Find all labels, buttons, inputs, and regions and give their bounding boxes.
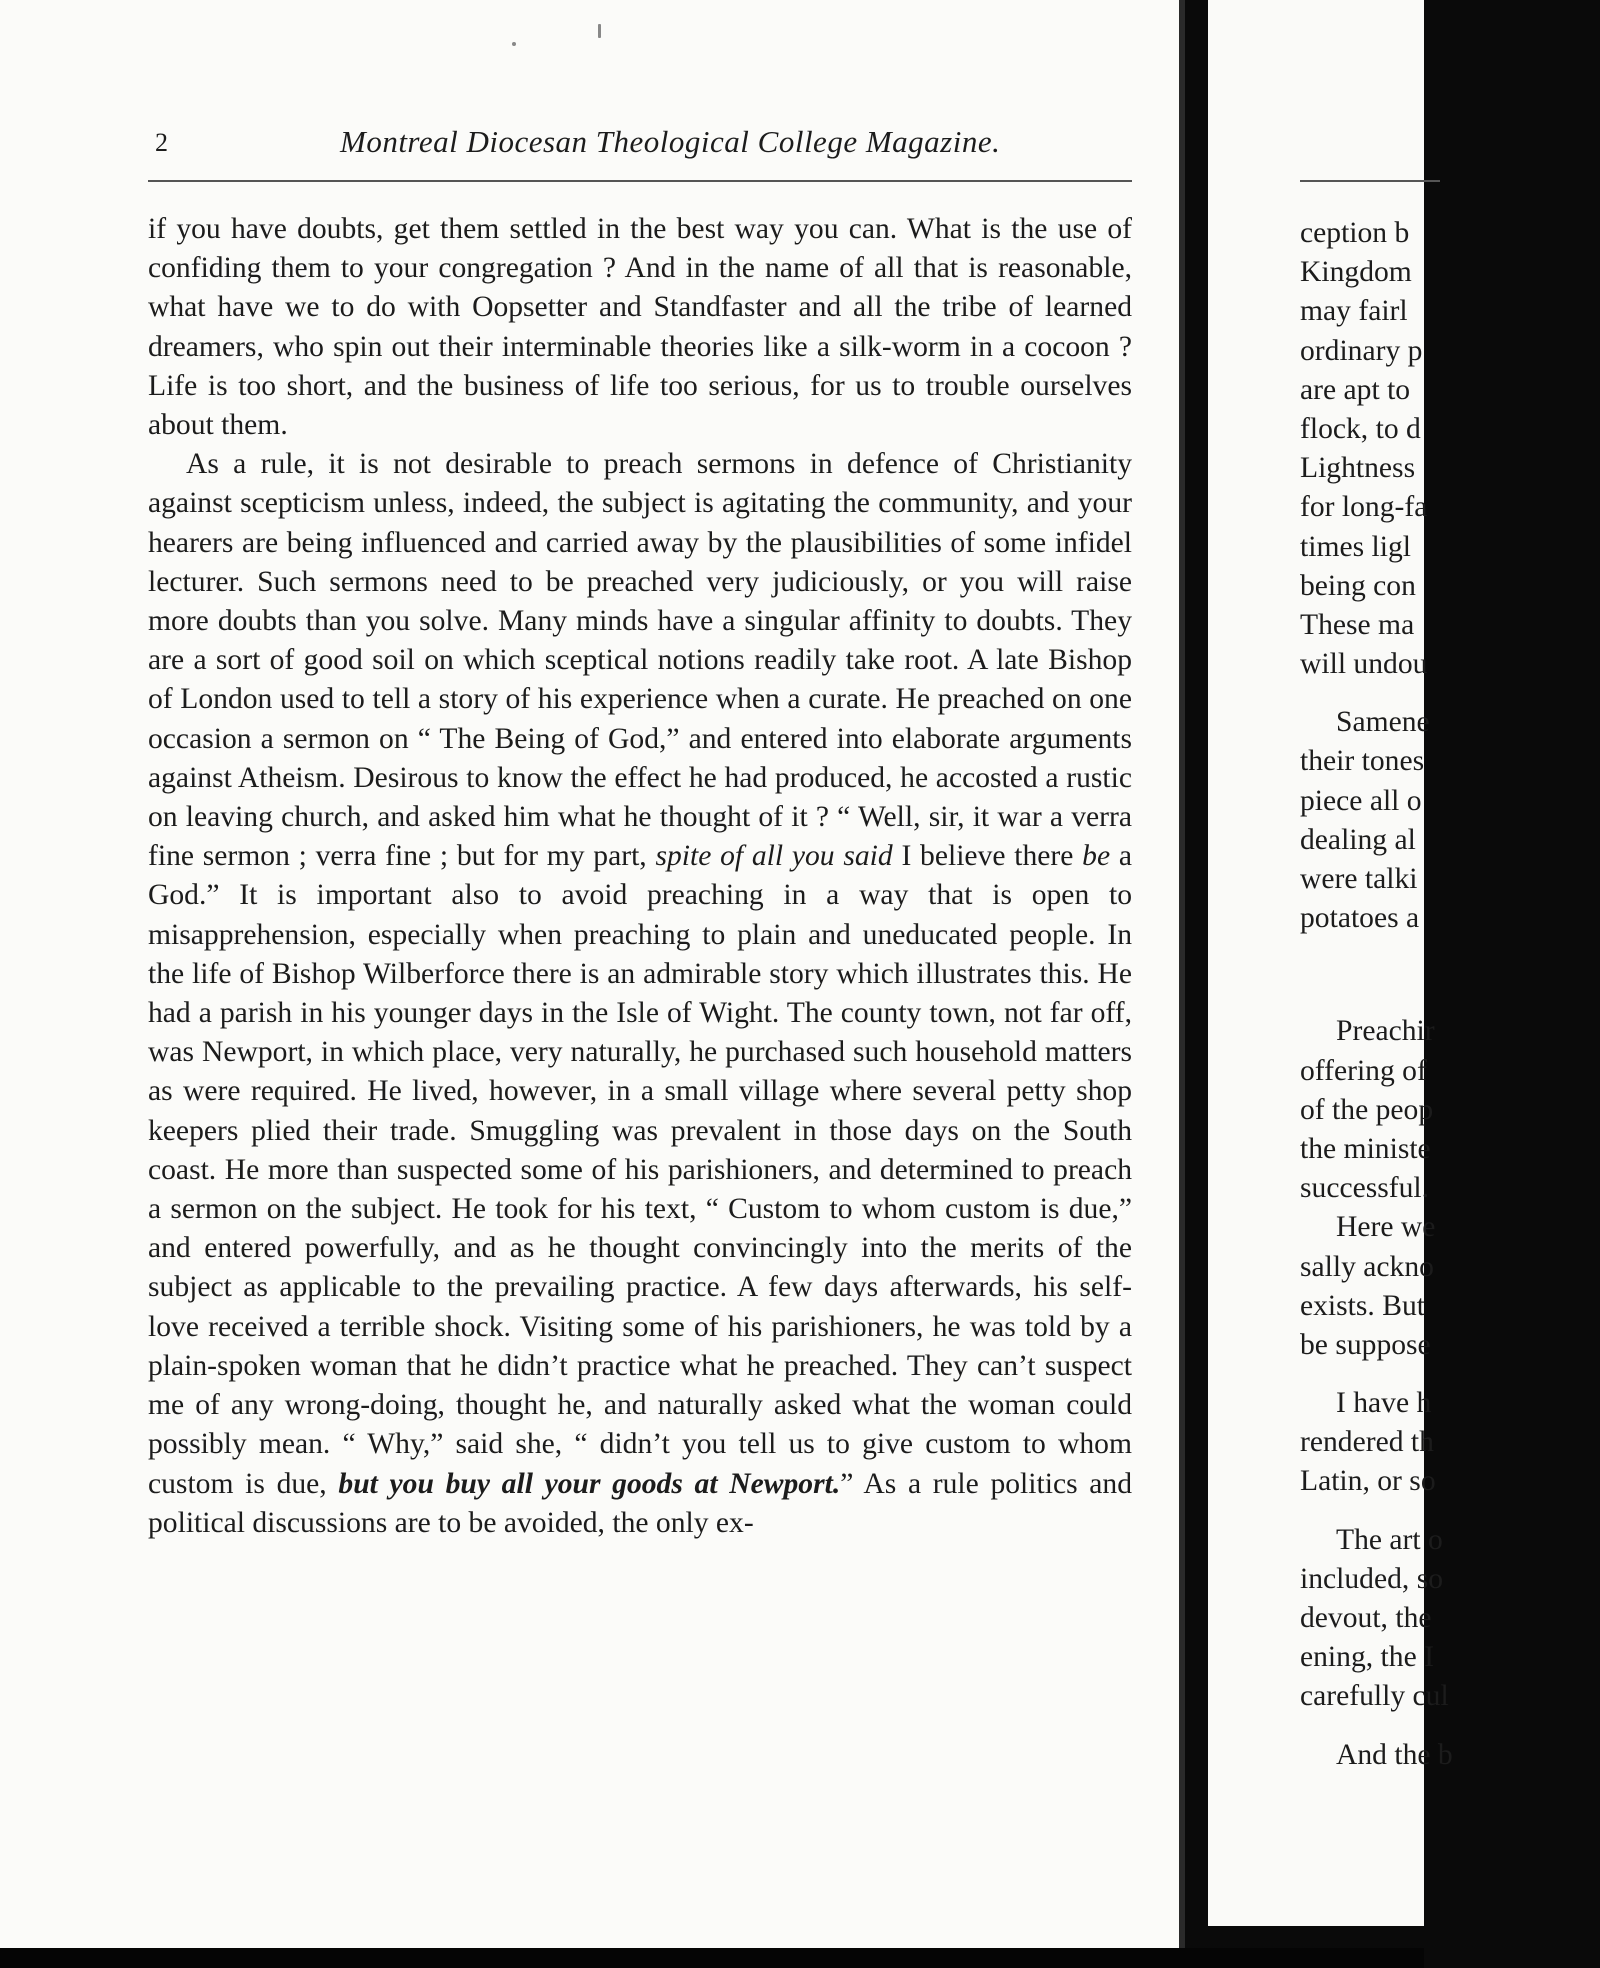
right-line: for long-fa [1300,491,1428,524]
right-line: ening, the I [1300,1641,1434,1674]
paragraph-2-text: I believe there [892,840,1083,873]
right-line: ordinary p [1300,334,1423,367]
running-title: Montreal Diocesan Theological College Magazine. [340,124,1001,159]
right-line: are apt to [1300,373,1411,406]
right-line: carefully cul [1300,1680,1449,1713]
body-text [148,210,1132,1543]
header-rule [148,180,1132,182]
scan-speck [512,42,516,46]
paragraph-2 [148,445,1132,1543]
right-line: The art o [1336,1523,1443,1556]
scan-speck [598,24,601,38]
right-line: potatoes a [1300,902,1420,935]
right-line: piece all o [1300,784,1422,817]
right-line: the ministe [1300,1132,1431,1165]
right-page [1208,0,1453,1926]
right-line: successful. [1300,1172,1430,1205]
paragraph-2-text: As a rule, it is not desirable to preach sermons in defence of Christianity against scepticism unless, indeed, the subject is agitating the community, and your hearers are being influenced and carried away by the plausibilities of some infidel lecturer. Such sermons need to be preached very judiciously, or you will raise more doubts than you solve. Many minds have a singular affinity to doubts. They are a sort of good soil on which sceptical notions readily take root. A late Bishop of London used to tell a story of his experience when a curate. He preached on one occasion a sermon on “ The Being of God,” and entered into elaborate arguments against Atheism. Desirous to know the effect he had produced, he accosted a rustic on leaving church, and asked him what he thought of it ? “ Well, sir, it war a verra fine sermon ; verra fine ; but for my part, [148,448,1132,873]
section-gap [1300,938,1600,1012]
paragraph-1: if you have doubts, get them settled in the best way you can. What is the use of confiding them to your congregation ? And in the name of all that is reasonable, what have we to do with Oopsetter and Standfaster and all the tribe of learned dreamers, who spin out their interminable theories like a silk-worm in a cocoon ? Life is too short, and the business of life too serious, for us to trouble ourselves about them. [148,213,1132,442]
paragraph-gap [1300,1365,1600,1384]
right-line: These ma [1300,608,1415,641]
italic-be: be [1082,840,1111,873]
right-line: were talki [1300,863,1418,895]
scan-bottom-edge [0,1948,1424,1968]
right-line: Kingdom [1300,256,1412,289]
right-line: times ligl [1300,530,1411,563]
right-line: rendered th [1300,1426,1434,1459]
right-line: Preachir [1336,1015,1435,1048]
right-line: flock, to d [1300,412,1421,445]
italic-spite-phrase: spite of all you said [655,840,893,873]
paragraph-gap [1300,1502,1600,1521]
paragraph-2-text: ” As a rule politics and political discussions are to be avoided, the only ex- [148,1467,1133,1539]
paragraph-gap [1300,684,1600,703]
right-line: And the b [1336,1738,1453,1771]
right-line: Samene [1336,706,1430,739]
right-line: of the peop [1300,1093,1434,1126]
right-page-text [1300,214,1600,1775]
right-line: offering of [1300,1054,1427,1087]
right-line: devout, the [1300,1602,1432,1634]
right-line: ception b [1300,217,1410,249]
right-line: exists. But [1300,1289,1425,1322]
right-line: Lightness [1300,452,1416,485]
right-header-rule [1300,180,1440,182]
paragraph-gap [1300,1717,1600,1736]
right-line: their tones [1300,745,1425,778]
right-line: being con [1300,569,1416,602]
right-line: dealing al [1300,823,1416,856]
right-line: sally ackno [1300,1250,1434,1283]
right-line: I have h [1336,1387,1432,1420]
right-line: Latin, or so [1300,1465,1436,1498]
paragraph-2-text: a God.” It is important also to avoid preaching in a way that is open to misapprehension, especially when preaching to plain and uneducated people. In the life of Bishop Wilberforce there is an admirable story which illustrates this. He had a parish in his younger days in the Isle of Wight. The county town, not far off, was Newport, in which place, very naturally, he purchased such household matters as were required. He lived, however, in a small village where several petty shop keepers plied their trade. Smuggling was prevalent in those days on the South coast. He more than suspected some of his parishioners, and determined to preach a sermon on the subject. He took for his text, “ Custom to whom custom is due,” and entered powerfully, and as he thought convincingly into the merits of the subject as applicable to the prevailing practice. A few days afterwards, his self-love received a terrible shock. Visiting some of his parishioners, he was told by a plain-spoken woman that he didn’t practice what he preached. They can’t suspect me of any wrong-doing, thought he, and naturally asked what the woman could possibly mean. “ Why,” said she, “ didn’t you tell us to give custom to whom custom is due, [148,840,1132,1500]
page-number: 2 [155,128,168,157]
right-line: may fairl [1300,295,1408,328]
italic-newport-phrase: but you buy all your goods at Newport. [338,1467,841,1500]
right-line: be suppose [1300,1328,1431,1361]
right-line: Here we [1336,1211,1436,1244]
right-line: will undou [1300,648,1428,681]
right-line: included, so [1300,1562,1444,1595]
